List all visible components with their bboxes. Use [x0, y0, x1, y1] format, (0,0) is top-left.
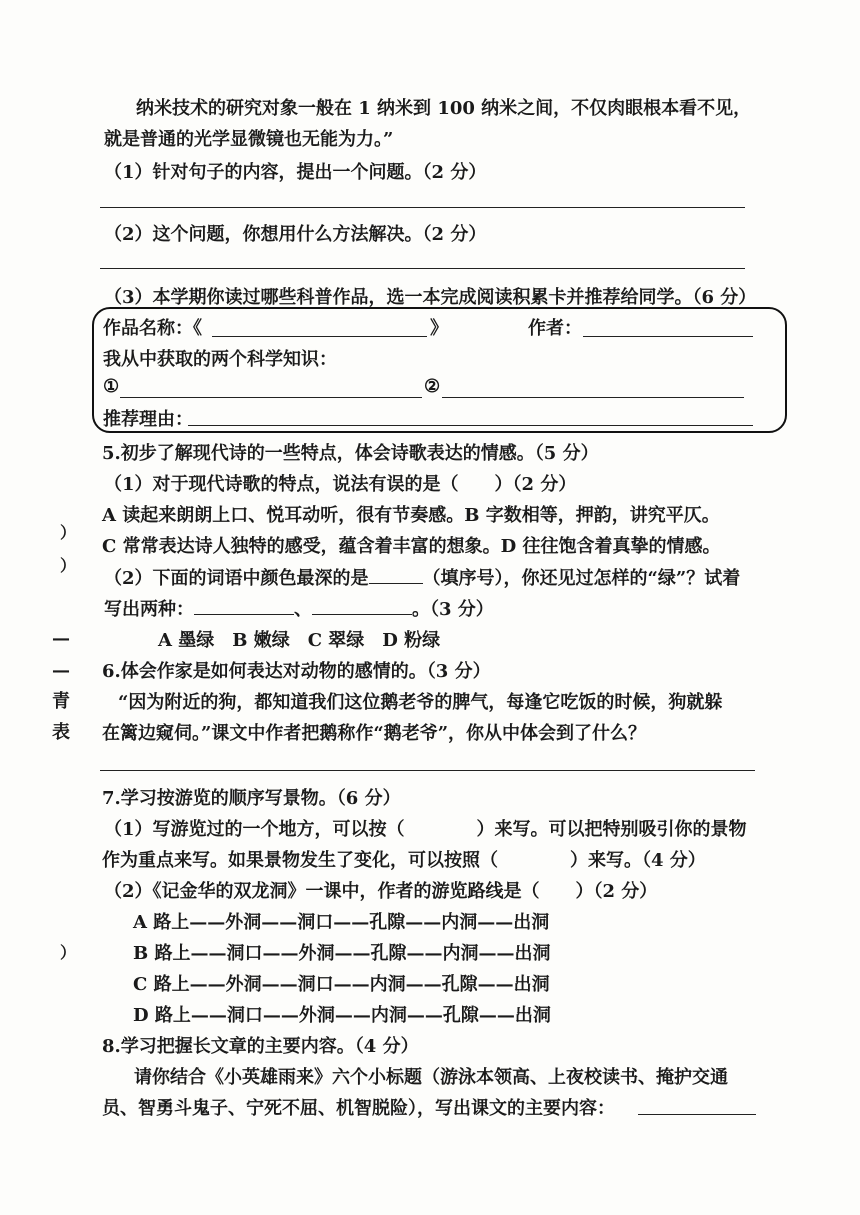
margin-paren-2: ）	[60, 556, 77, 575]
q5-sub2-text-b: （填序号），你还见过怎样的“绿”？试着	[422, 568, 741, 589]
q7-sub1-line2: 作为重点来写。如果景物发生了变化，可以按照（ ）来写。（4 分）	[102, 850, 706, 871]
q7-heading: 7.学习按游览的顺序写景物。（6 分）	[102, 788, 401, 809]
q6-quote-line2: 在篱边窥伺。”课文中作者把鹅称作“鹅老爷”，你从中体会到了什么？	[102, 723, 647, 744]
q4-sub3: （3）本学期你读过哪些科普作品，选一本完成阅读积累卡并推荐给同学。（6 分）	[104, 287, 757, 308]
card-knowledge-label: 我从中获取的两个科学知识：	[103, 349, 337, 370]
margin-dash-1: —	[52, 628, 70, 649]
q5-sub1: （1）对于现代诗歌的特点，说法有误的是（ ）（2 分）	[104, 474, 577, 495]
margin-char-1: 青	[52, 691, 70, 712]
q5-options-ab: A 读起来朗朗上口、悦耳动听，很有节奏感。B 字数相等，押韵，讲究平仄。	[102, 505, 720, 526]
q5-sub2	[104, 564, 740, 590]
answer-line-q8[interactable]	[638, 1114, 756, 1115]
q5-sub2-line2	[104, 595, 494, 621]
q4-sub1: （1）针对句子的内容，提出一个问题。（2 分）	[104, 162, 487, 183]
card-item2-marker: ②	[424, 376, 441, 397]
card-item1-input[interactable]	[120, 397, 422, 398]
q7-option-a: A 路上——外洞——洞口——孔隙——内洞——出洞	[133, 912, 550, 933]
card-title-input[interactable]	[212, 336, 427, 337]
q4-sub2: （2）这个问题，你想用什么方法解决。（2 分）	[104, 224, 487, 245]
q5-blank-2[interactable]	[194, 614, 294, 615]
card-title-close: 》	[430, 318, 448, 339]
answer-line-q6[interactable]	[100, 770, 755, 771]
margin-char-2: 表	[52, 722, 70, 743]
q6-quote-line1: “因为附近的狗，都知道我们这位鹅老爷的脾气，每逢它吃饭的时候，狗就躲	[118, 692, 723, 713]
q5-blank-1[interactable]	[369, 583, 423, 584]
q5-sub2-text-e: 。（3 分）	[412, 599, 494, 620]
margin-paren-1: ）	[60, 523, 77, 542]
q7-option-b: B 路上——洞口——外洞——孔隙——内洞——出洞	[133, 943, 551, 964]
passage-line-1: 纳米技术的研究对象一般在 1 纳米到 100 纳米之间，不仅肉眼根本看不见，	[136, 98, 752, 119]
answer-line-q4-2[interactable]	[100, 268, 745, 269]
q7-option-d: D 路上——洞口——外洞——内洞——孔隙——出洞	[133, 1005, 551, 1026]
q8-line1: 请你结合《小英雄雨来》六个小标题（游泳本领高、上夜校读书、掩护交通	[134, 1067, 728, 1088]
answer-line-q4-1[interactable]	[100, 207, 745, 208]
card-item1-marker: ①	[103, 376, 120, 397]
q5-blank-3[interactable]	[312, 614, 412, 615]
q5-heading: 5.初步了解现代诗的一些特点，体会诗歌表达的情感。（5 分）	[102, 443, 599, 464]
q5-sub2-text-a: （2）下面的词语中颜色最深的是	[104, 568, 369, 589]
q5-sub2-text-c: 写出两种：	[104, 599, 194, 620]
q5-color-options: A 墨绿 B 嫩绿 C 翠绿 D 粉绿	[158, 630, 441, 651]
margin-dash-2: —	[52, 660, 70, 681]
q7-option-c: C 路上——外洞——洞口——内洞——孔隙——出洞	[133, 974, 550, 995]
q5-options-cd: C 常常表达诗人独特的感受，蕴含着丰富的想象。D 往往饱含着真挚的情感。	[102, 536, 721, 557]
card-author-label: 作者：	[528, 318, 582, 339]
card-reason-input[interactable]	[188, 425, 753, 426]
q7-sub2: （2）《记金华的双龙洞》一课中，作者的游览路线是（ ）（2 分）	[104, 881, 658, 902]
margin-paren-3: ）	[60, 943, 77, 962]
q8-heading: 8.学习把握长文章的主要内容。（4 分）	[102, 1036, 419, 1057]
card-reason-label: 推荐理由：	[103, 409, 193, 430]
card-item2-input[interactable]	[442, 397, 744, 398]
card-author-input[interactable]	[583, 336, 753, 337]
q7-sub1-line1: （1）写游览过的一个地方，可以按（ ）来写。可以把特别吸引你的景物	[104, 819, 747, 840]
passage-line-2: 就是普通的光学显微镜也无能为力。”	[104, 129, 394, 150]
q6-heading: 6.体会作家是如何表达对动物的感情的。（3 分）	[102, 661, 491, 682]
q5-sub2-text-d: 、	[294, 599, 312, 620]
q8-line2: 员、智勇斗鬼子、宁死不屈、机智脱险），写出课文的主要内容：	[102, 1098, 615, 1119]
card-title-label: 作品名称：《	[103, 318, 202, 339]
